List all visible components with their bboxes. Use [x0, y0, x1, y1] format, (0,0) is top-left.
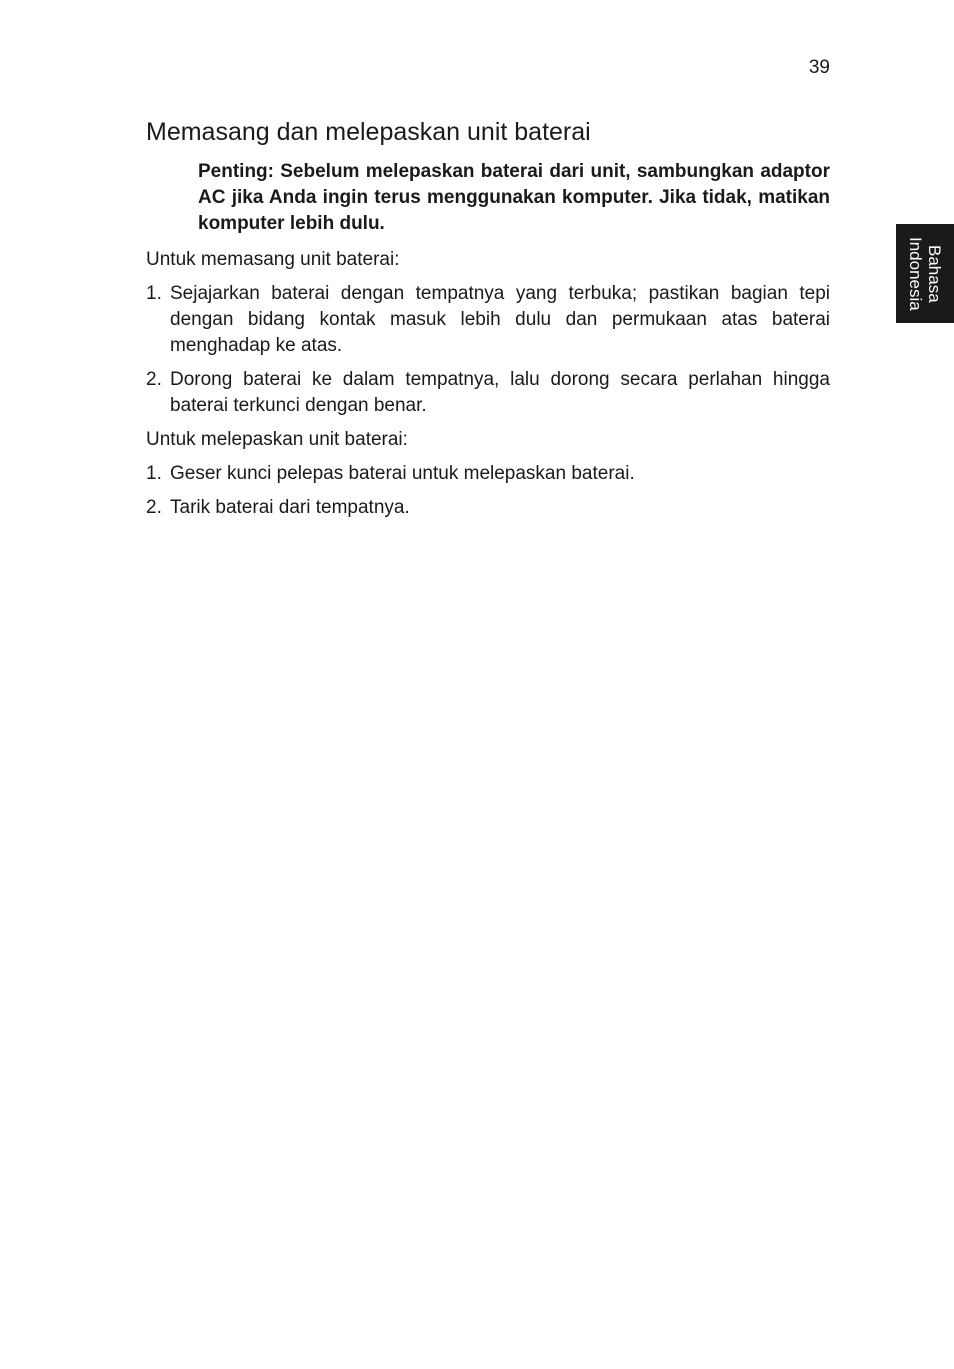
step-number: 2. — [146, 497, 162, 518]
list-item — [146, 461, 830, 487]
language-side-tab — [896, 224, 954, 323]
list-item — [146, 495, 830, 521]
language-tab-label: Bahasa Indonesia — [906, 236, 944, 311]
step-text: Sejajarkan baterai dengan tempatnya yang terbuka; pastikan bagian tepi dengan bidang kontak masuk lebih dulu dan permukaan atas baterai menghadap ke atas. — [170, 283, 830, 356]
step-text: Geser kunci pelepas baterai untuk melepaskan baterai. — [170, 463, 635, 484]
page-number: 39 — [808, 57, 830, 78]
important-note: Penting: Sebelum melepaskan baterai dari unit, sambungkan adaptor AC jika Anda ingin terus menggunakan komputer. Jika tidak, matikan komputer lebih dulu. — [198, 161, 830, 234]
list-item — [146, 281, 830, 359]
install-intro: Untuk memasang unit baterai: — [146, 249, 400, 270]
step-number: 1. — [146, 463, 162, 484]
step-text: Dorong baterai ke dalam tempatnya, lalu dorong secara perlahan hingga baterai terkunci dengan benar. — [170, 369, 830, 416]
step-text: Tarik baterai dari tempatnya. — [170, 497, 410, 518]
remove-intro: Untuk melepaskan unit baterai: — [146, 429, 408, 450]
section-content — [146, 116, 830, 529]
step-number: 2. — [146, 369, 162, 390]
install-steps — [146, 281, 830, 419]
step-number: 1. — [146, 283, 162, 304]
section-heading: Memasang dan melepaskan unit baterai — [146, 118, 591, 146]
list-item — [146, 367, 830, 419]
remove-steps — [146, 461, 830, 521]
